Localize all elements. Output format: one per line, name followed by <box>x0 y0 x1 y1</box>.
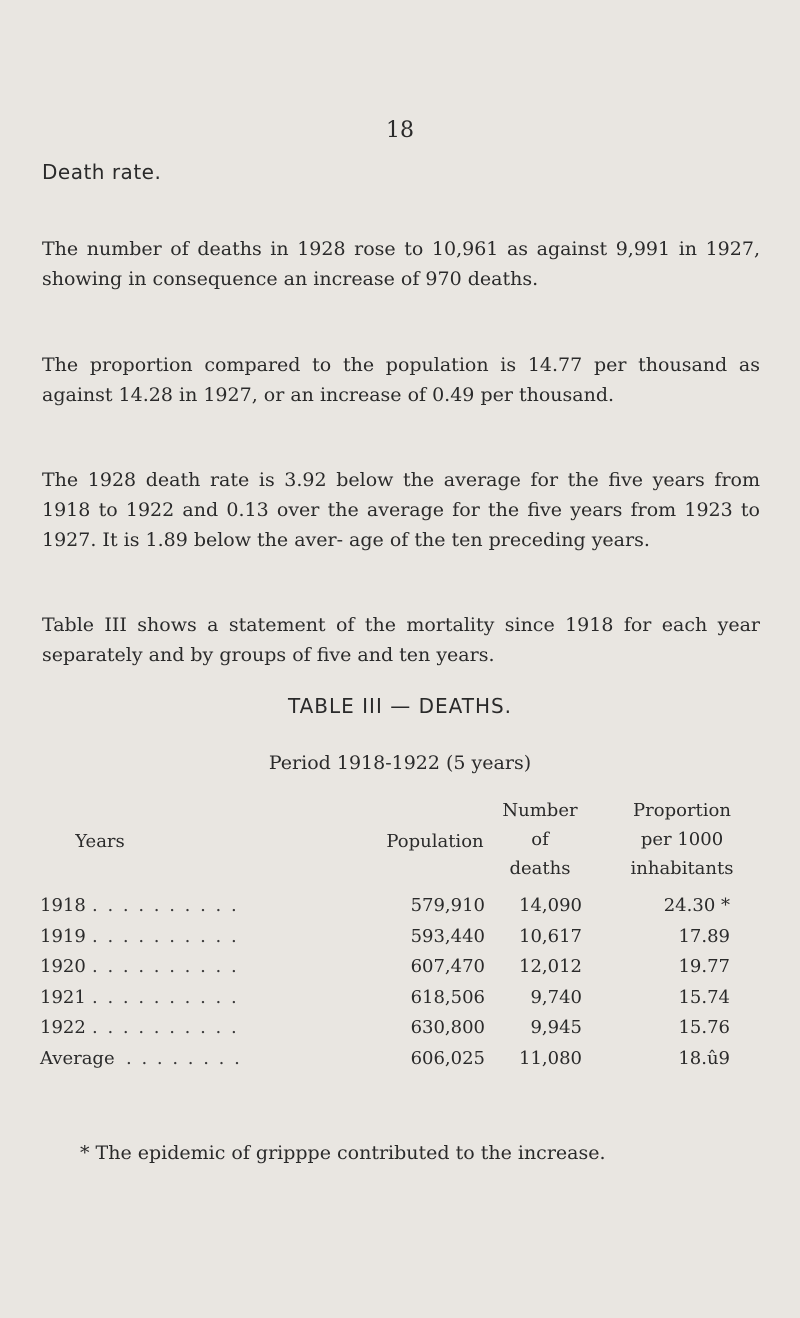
paragraph-3: The 1928 death rate is 3.92 below the average for the five years from 1918 to 1922 and 0.13 over the average for the five years from 1923 to 1927. It is 1.89 below the aver- age of the ten preceding years. <box>42 469 760 551</box>
row-year: 1919 <box>40 925 86 947</box>
row-population: 630,800 <box>410 1017 485 1038</box>
table-row <box>0 987 800 1018</box>
table-row <box>0 956 800 987</box>
header-years: Years <box>75 831 125 852</box>
row-deaths: 11,080 <box>519 1047 582 1069</box>
row-proportion: 15.74 <box>678 986 730 1008</box>
row-proportion: 15.76 <box>678 1017 730 1038</box>
table-row <box>0 926 800 957</box>
paragraph-2: The proportion compared to the population is 14.77 per thousand as against 14.28 in 1927, or an increase of 0.49 per thousand. <box>42 354 760 406</box>
row-population: 618,506 <box>410 986 485 1008</box>
row-leader-dots: . . . . . . . . . . <box>92 986 239 1008</box>
row-leader-dots: . . . . . . . . . . <box>92 925 239 947</box>
table-row <box>0 1017 800 1048</box>
row-year: Average <box>40 1047 115 1069</box>
paragraph-1: The number of deaths in 1928 rose to 10,961 as against 9,991 in 1927, showing in consequence an increase of 970 deaths. <box>42 238 760 290</box>
row-proportion: 24.30 * <box>663 895 730 916</box>
row-deaths: 9,945 <box>530 1017 582 1038</box>
footnote: * The epidemic of gripppe contributed to the increase. <box>80 1142 606 1164</box>
row-population: 606,025 <box>410 1047 485 1069</box>
header-number-of-deaths: Number of deaths <box>502 800 578 879</box>
row-proportion: 18.û9 <box>678 1047 730 1069</box>
row-deaths: 12,012 <box>519 956 582 977</box>
table-body <box>0 895 800 1078</box>
row-leader-dots: . . . . . . . . . . <box>92 956 239 977</box>
row-year: 1920 <box>40 956 86 977</box>
row-deaths: 14,090 <box>519 895 582 916</box>
row-population: 593,440 <box>410 925 485 947</box>
row-proportion: 19.77 <box>678 956 730 977</box>
row-leader-dots: . . . . . . . . . . <box>92 895 239 916</box>
row-population: 607,470 <box>410 956 485 977</box>
header-population: Population <box>386 831 484 852</box>
table-row-average <box>0 1048 800 1079</box>
row-year: 1918 <box>40 895 86 916</box>
row-proportion: 17.89 <box>678 925 730 947</box>
row-year: 1922 <box>40 1017 86 1038</box>
table-title: TABLE III — DEATHS. <box>287 694 513 718</box>
page-number: 18 <box>386 118 414 143</box>
header-proportion: Proportion per 1000 inhabitants <box>630 800 734 879</box>
row-deaths: 10,617 <box>519 925 582 947</box>
row-leader-dots: . . . . . . . . . . <box>92 1017 239 1038</box>
row-year: 1921 <box>40 986 86 1008</box>
section-heading: Death rate. <box>42 160 162 184</box>
row-population: 579,910 <box>410 895 485 916</box>
paragraph-4: Table III shows a statement of the mortality since 1918 for each year separately and by groups of five and ten years. <box>42 614 760 666</box>
row-leader-dots: . . . . . . . . <box>126 1047 242 1069</box>
row-deaths: 9,740 <box>530 986 582 1008</box>
table-period: Period 1918-1922 (5 years) <box>268 752 532 774</box>
table-row <box>0 895 800 926</box>
